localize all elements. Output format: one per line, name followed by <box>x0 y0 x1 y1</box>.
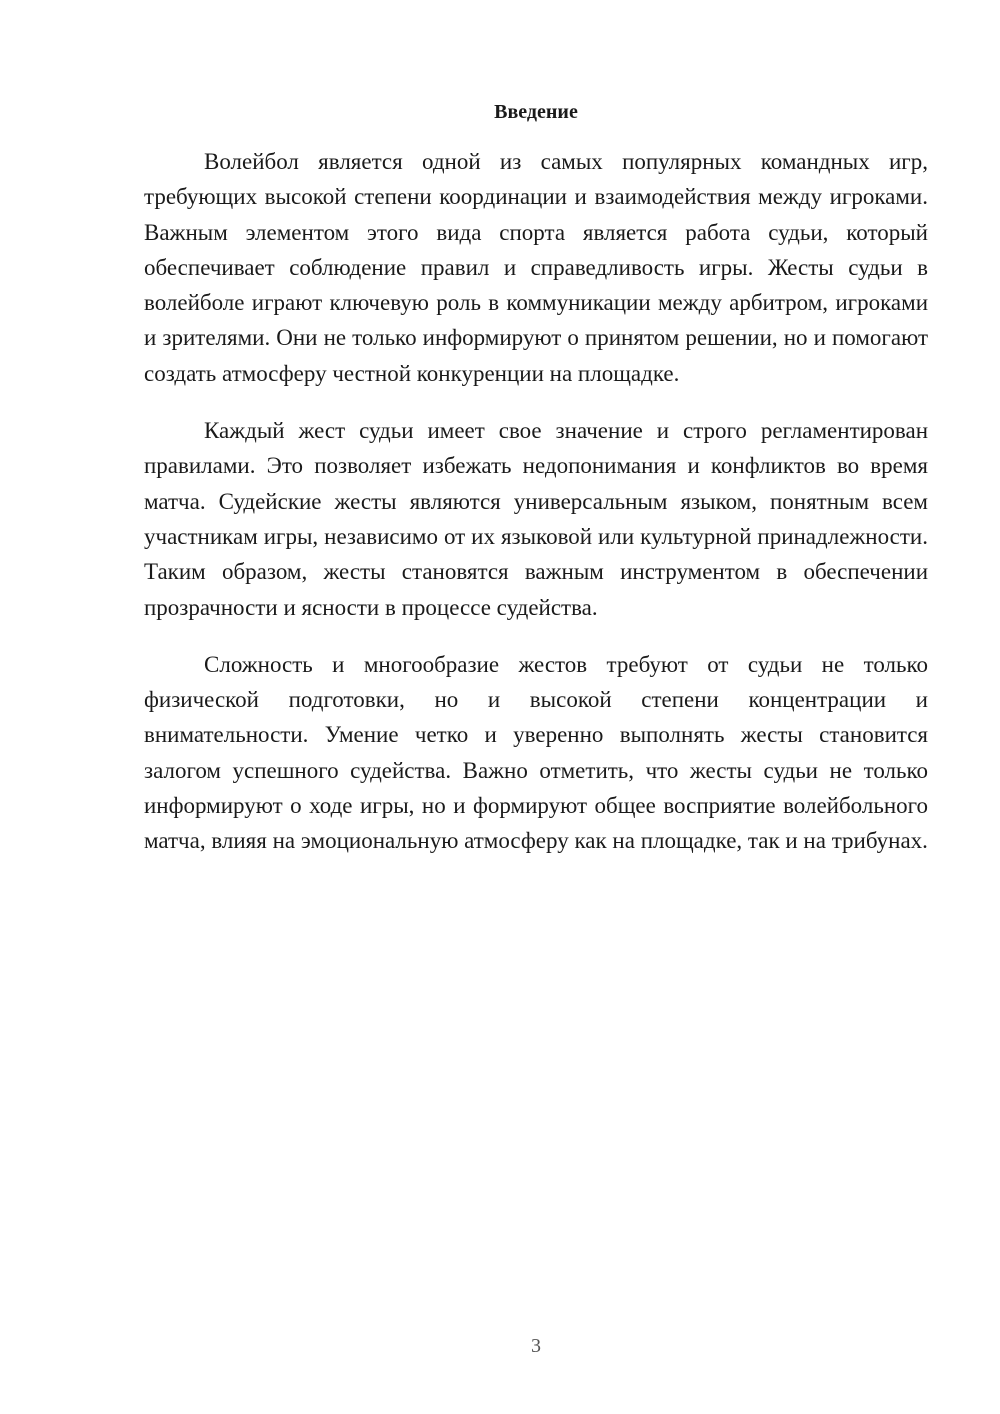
paragraph-2: Каждый жест судьи имеет свое значение и строго регламентирован правилами. Это позволяет избежать недопонимания и конфликтов во время матча. Судейские жесты являются универсальным языком, понятным всем участникам игры, независимо от их языковой или культурной принадлежности. Таким образом, жесты становятся важным инструментом в обеспечении прозрачности и ясности в процессе судейства. <box>144 418 928 620</box>
paragraph-1: Волейбол является одной из самых популярных командных игр, требующих высокой степени координации и взаимодействия между игроками. Важным элементом этого вида спорта является работа судьи, который обеспечивает соблюдение правил и справедливость игры. Жесты судьи в волейболе играют ключевую роль в коммуникации между арбитром, игроками и зрителями. Они не только информируют о принятом решении, но и помогают создать атмосферу честной конкуренции на площадке. <box>144 149 928 386</box>
paragraph-3: Сложность и многообразие жестов требуют от судьи не только физической подготовки, но и высокой степени концентрации и внимательности. Умение четко и уверенно выполнять жесты становится залогом успешного судейства. Важно отметить, что жесты судьи не только информируют о ходе игры, но и формируют общее восприятие волейбольного матча, влияя на эмоциональную атмосферу как на площадке, так и на трибунах. <box>144 651 928 854</box>
page-title: Введение <box>494 101 578 123</box>
document-body <box>144 144 928 881</box>
page-number: 3 <box>531 1335 541 1357</box>
